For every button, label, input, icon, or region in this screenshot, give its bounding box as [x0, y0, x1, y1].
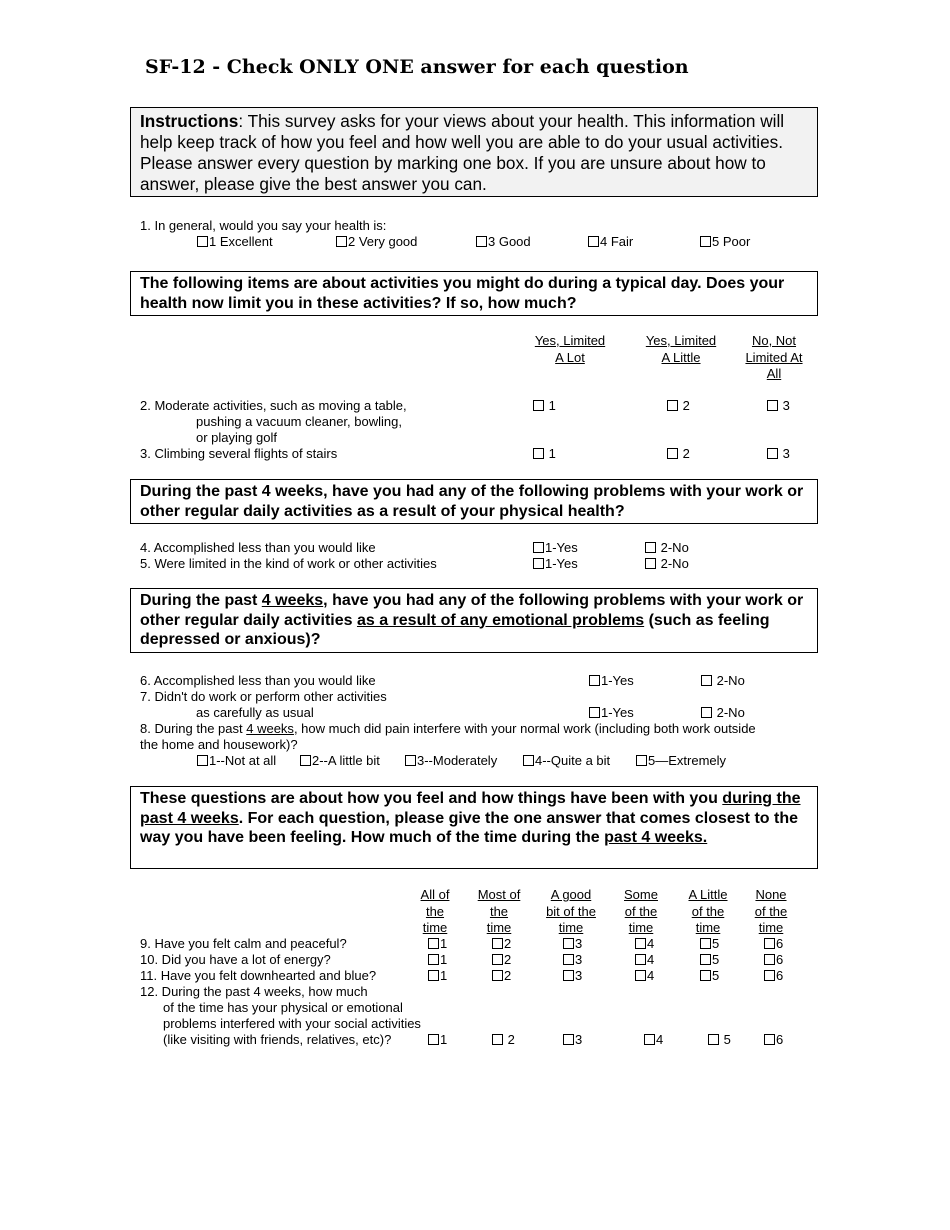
q2-option-2[interactable]: 2: [667, 398, 690, 414]
q10-option-6[interactable]: 6: [764, 952, 783, 968]
q5-no[interactable]: 2-No: [645, 556, 689, 572]
instructions-label: Instructions: [140, 111, 239, 131]
q10-option-5[interactable]: 5: [700, 952, 719, 968]
checkbox[interactable]: [336, 236, 347, 247]
q2-option-1[interactable]: 1: [533, 398, 556, 414]
question-11: 11. Have you felt downhearted and blue?: [140, 968, 377, 983]
q11-option-4[interactable]: 4: [635, 968, 654, 984]
question-5: 5. Were limited in the kind of work or other activities: [140, 556, 437, 571]
q6-yes[interactable]: 1-Yes: [589, 673, 634, 689]
question-7-line-2: as carefully as usual: [196, 705, 314, 720]
q9-option-1[interactable]: 1: [428, 936, 447, 952]
question-7: 7. Didn't do work or perform other activities: [140, 689, 387, 704]
q11-option-3[interactable]: 3: [563, 968, 582, 984]
question-12: 12. During the past 4 weeks, how much: [140, 984, 368, 999]
question-2: 2. Moderate activities, such as moving a table,: [140, 398, 407, 413]
question-2-line-3: or playing golf: [196, 430, 277, 445]
question-4: 4. Accomplished less than you would like: [140, 540, 376, 555]
q1-option-very-good[interactable]: 2 Very good: [336, 234, 417, 250]
q11-option-2[interactable]: 2: [492, 968, 511, 984]
q3-option-1[interactable]: 1: [533, 446, 556, 462]
q12-option-2[interactable]: 2: [492, 1032, 515, 1048]
q8-option-3[interactable]: 3--Moderately: [405, 753, 497, 769]
checkbox[interactable]: [197, 236, 208, 247]
q5-yes[interactable]: 1-Yes: [533, 556, 578, 572]
q7-no[interactable]: 2-No: [701, 705, 745, 721]
question-12-line-3: problems interfered with your social activities: [163, 1016, 421, 1031]
checkbox[interactable]: [700, 236, 711, 247]
col-good-bit: A good bit of the time: [546, 887, 596, 935]
question-12-line-2: of the time has your physical or emotional: [163, 1000, 403, 1015]
checkbox[interactable]: [588, 236, 599, 247]
q11-option-5[interactable]: 5: [700, 968, 719, 984]
q6-no[interactable]: 2-No: [701, 673, 745, 689]
instructions-box: [130, 107, 818, 197]
question-10: 10. Did you have a lot of energy?: [140, 952, 331, 967]
checkbox[interactable]: [476, 236, 487, 247]
activities-header: The following items are about activities you might do during a typical day. Does your health now limit you in these activities? If so, how much?: [130, 271, 818, 316]
q12-option-4[interactable]: 4: [644, 1032, 663, 1048]
q8-option-2[interactable]: 2--A little bit: [300, 753, 380, 769]
physical-header: During the past 4 weeks, have you had any of the following problems with your work or other regular daily activities as a result of your physical health?: [130, 479, 818, 524]
q2-option-3[interactable]: 3: [767, 398, 790, 414]
q3-option-3[interactable]: 3: [767, 446, 790, 462]
q4-yes[interactable]: 1-Yes: [533, 540, 578, 556]
col-little-of-the-time: A Little of the time: [688, 887, 728, 935]
col-none-of-the-time: None of the time: [754, 887, 788, 935]
q12-option-5[interactable]: 5: [708, 1032, 731, 1048]
q10-option-1[interactable]: 1: [428, 952, 447, 968]
q12-option-3[interactable]: 3: [563, 1032, 582, 1048]
q8-option-1[interactable]: 1--Not at all: [197, 753, 276, 769]
q10-option-4[interactable]: 4: [635, 952, 654, 968]
instructions-text: : This survey asks for your views about your health. This information will help keep track of how you feel and how well you are able to do your usual activities. Please answer every question by marking one box. If you are unsure about how to answer, please give the best answer you can.: [140, 111, 785, 194]
col-some-of-the-time: Some of the time: [624, 887, 658, 935]
col-all-of-the-time: All of the time: [420, 887, 450, 935]
q3-option-2[interactable]: 2: [667, 446, 690, 462]
emotional-header: During the past 4 weeks, have you had any of the following problems with your work or other regular daily activities as a result of any emotional problems (such as feeling depressed or anxious)?: [130, 588, 818, 653]
q1-option-fair[interactable]: 4 Fair: [588, 234, 633, 250]
q7-yes[interactable]: 1-Yes: [589, 705, 634, 721]
q1-option-poor[interactable]: 5 Poor: [700, 234, 750, 250]
col-limited-a-little: Yes, Limited A Little: [645, 333, 717, 365]
feelings-header: These questions are about how you feel and how things have been with you during the past 4 weeks. For each question, please give the one answer that comes closest to the way you have been feeling. How much of the time during the past 4 weeks.: [130, 786, 818, 869]
q12-option-1[interactable]: 1: [428, 1032, 447, 1048]
q4-no[interactable]: 2-No: [645, 540, 689, 556]
question-3: 3. Climbing several flights of stairs: [140, 446, 338, 461]
q9-option-2[interactable]: 2: [492, 936, 511, 952]
question-6: 6. Accomplished less than you would like: [140, 673, 376, 688]
col-most-of-the-time: Most of the time: [477, 887, 521, 935]
q9-option-6[interactable]: 6: [764, 936, 783, 952]
q11-option-1[interactable]: 1: [428, 968, 447, 984]
q11-option-6[interactable]: 6: [764, 968, 783, 984]
q10-option-3[interactable]: 3: [563, 952, 582, 968]
page-title: SF-12 - Check ONLY ONE answer for each question: [145, 56, 689, 78]
q10-option-2[interactable]: 2: [492, 952, 511, 968]
question-8-line-2: the home and housework)?: [140, 737, 298, 752]
col-not-limited: No, Not Limited At All: [745, 333, 803, 381]
q9-option-3[interactable]: 3: [563, 936, 582, 952]
question-12-line-4: (like visiting with friends, relatives, etc)?: [163, 1032, 392, 1047]
col-limited-a-lot: Yes, Limited A Lot: [534, 333, 606, 365]
q12-option-6[interactable]: 6: [764, 1032, 783, 1048]
question-8: 8. During the past 4 weeks, how much did pain interfere with your normal work (including both work outside: [140, 721, 756, 736]
question-1: 1. In general, would you say your health is:: [140, 218, 387, 233]
q8-option-4[interactable]: 4--Quite a bit: [523, 753, 610, 769]
question-2-line-2: pushing a vacuum cleaner, bowling,: [196, 414, 402, 429]
q9-option-4[interactable]: 4: [635, 936, 654, 952]
q8-option-5[interactable]: 5—Extremely: [636, 753, 726, 769]
question-9: 9. Have you felt calm and peaceful?: [140, 936, 347, 951]
q1-option-excellent[interactable]: 1 Excellent: [197, 234, 273, 250]
q9-option-5[interactable]: 5: [700, 936, 719, 952]
q1-option-good[interactable]: 3 Good: [476, 234, 531, 250]
